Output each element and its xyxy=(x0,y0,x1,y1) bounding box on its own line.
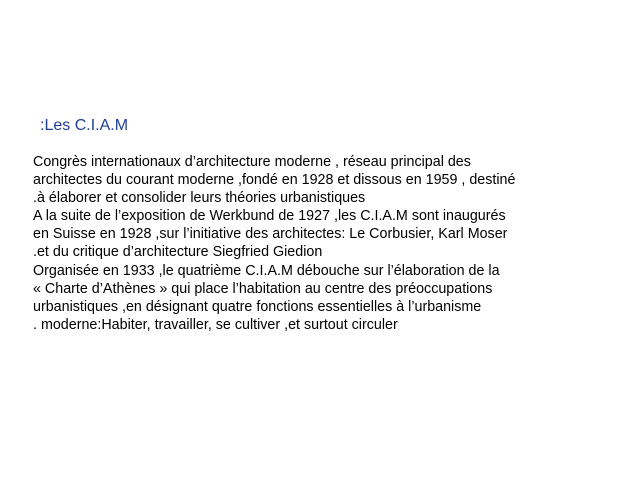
body-line: . moderne:Habiter, travailler, se cultiver ,et surtout circuler xyxy=(33,316,398,333)
body-line: .à élaborer et consolider leurs théories urbanistiques xyxy=(33,190,366,207)
body-line: « Charte d’Athènes » qui place l’habitation au centre des préoccupations xyxy=(33,280,493,297)
body-line: Congrès internationaux d’architecture moderne , réseau principal des xyxy=(33,154,471,170)
slide-body-text xyxy=(33,153,633,334)
body-line: .et du critique d’architecture Siegfried Giedion xyxy=(33,244,323,261)
slide-heading: :Les C.I.A.M xyxy=(40,117,129,134)
body-line: Organisée en 1933 ,le quatrième C.I.A.M débouche sur l’élaboration de la xyxy=(33,262,500,279)
body-line: urbanistiques ,en désignant quatre fonctions essentielles à l’urbanisme xyxy=(33,298,482,315)
body-line: A la suite de l’exposition de Werkbund de 1927 ,les C.I.A.M sont inaugurés xyxy=(33,208,506,225)
body-line: architectes du courant moderne ,fondé en 1928 et dissous en 1959 , destiné xyxy=(33,172,516,189)
body-line: en Suisse en 1928 ,sur l’initiative des architectes: Le Corbusier, Karl Moser xyxy=(33,226,508,243)
